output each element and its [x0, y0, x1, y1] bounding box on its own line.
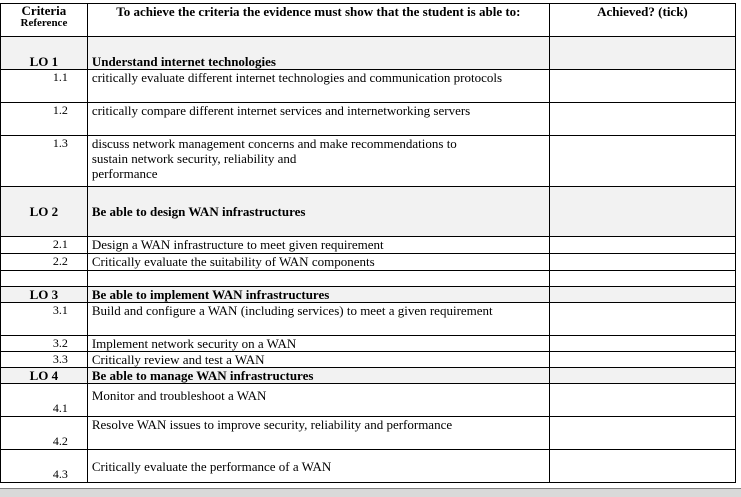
criteria-reference: 4.2	[1, 417, 88, 450]
criteria-text: Critically evaluate the suitability of WAN components	[87, 254, 549, 271]
criteria-row	[1, 417, 736, 450]
lo-title: Be able to implement WAN infrastructures	[87, 287, 549, 303]
criteria-text: Build and configure a WAN (including services) to meet a given requirement	[87, 303, 549, 336]
criteria-reference: 1.2	[1, 103, 88, 136]
lo-row	[1, 368, 736, 384]
achieved-cell[interactable]	[549, 254, 735, 271]
assessment-criteria-table	[0, 3, 736, 483]
lo-reference: LO 2	[1, 187, 88, 237]
achieved-cell[interactable]	[549, 336, 735, 352]
criteria-reference: 4.1	[1, 384, 88, 417]
achieved-cell[interactable]	[549, 70, 735, 103]
achieved-cell[interactable]	[549, 136, 735, 187]
achieved-cell[interactable]	[549, 103, 735, 136]
header-reference-label: Reference	[20, 17, 68, 29]
header-evidence: To achieve the criteria the evidence must show that the student is able to:	[87, 4, 549, 37]
criteria-text: Resolve WAN issues to improve security, reliability and performance	[87, 417, 549, 450]
header-criteria-label: Criteria	[21, 3, 67, 18]
criteria-text-line: performance	[91, 166, 158, 181]
criteria-row	[1, 450, 736, 483]
criteria-text: critically evaluate different internet technologies and communication protocols	[87, 70, 549, 103]
achieved-cell[interactable]	[549, 237, 735, 254]
achieved-cell[interactable]	[549, 187, 735, 237]
achieved-cell[interactable]	[549, 352, 735, 368]
criteria-reference: 1.1	[1, 70, 88, 103]
lo-row	[1, 187, 736, 237]
lo-title: Be able to design WAN infrastructures	[87, 187, 549, 237]
criteria-row	[1, 136, 736, 187]
criteria-text: Monitor and troubleshoot a WAN	[87, 384, 549, 417]
criteria-row	[1, 352, 736, 368]
spacer-cell	[549, 271, 735, 287]
criteria-row	[1, 70, 736, 103]
criteria-text-line: sustain network security, reliability and	[91, 151, 297, 166]
criteria-reference: 3.3	[1, 352, 88, 368]
achieved-cell[interactable]	[549, 287, 735, 303]
spacer-row	[1, 271, 736, 287]
criteria-reference: 3.2	[1, 336, 88, 352]
lo-title: Be able to manage WAN infrastructures	[87, 368, 549, 384]
achieved-cell[interactable]	[549, 417, 735, 450]
criteria-row	[1, 336, 736, 352]
criteria-row	[1, 303, 736, 336]
criteria-text: Implement network security on a WAN	[87, 336, 549, 352]
achieved-cell[interactable]	[549, 303, 735, 336]
criteria-reference: 2.1	[1, 237, 88, 254]
lo-reference: LO 1	[1, 37, 88, 70]
lo-title: Understand internet technologies	[87, 37, 549, 70]
achieved-cell[interactable]	[549, 450, 735, 483]
spacer-cell	[87, 271, 549, 287]
criteria-row	[1, 254, 736, 271]
criteria-reference: 1.3	[1, 136, 88, 187]
header-criteria-reference	[1, 4, 88, 37]
criteria-text: Design a WAN infrastructure to meet given requirement	[87, 237, 549, 254]
criteria-text: Critically evaluate the performance of a WAN	[87, 450, 549, 483]
achieved-cell[interactable]	[549, 37, 735, 70]
header-row	[1, 4, 736, 37]
criteria-text: Critically review and test a WAN	[87, 352, 549, 368]
criteria-reference: 2.2	[1, 254, 88, 271]
criteria-text: critically compare different internet services and internetworking servers	[87, 103, 549, 136]
criteria-text-line: discuss network management concerns and make recommendations to	[91, 136, 457, 151]
lo-row	[1, 37, 736, 70]
lo-reference: LO 4	[1, 368, 88, 384]
criteria-reference: 3.1	[1, 303, 88, 336]
lo-reference: LO 3	[1, 287, 88, 303]
criteria-reference: 4.3	[1, 450, 88, 483]
lo-row	[1, 287, 736, 303]
criteria-row	[1, 237, 736, 254]
achieved-cell[interactable]	[549, 384, 735, 417]
criteria-row	[1, 103, 736, 136]
achieved-cell[interactable]	[549, 368, 735, 384]
criteria-row	[1, 384, 736, 417]
spacer-cell	[1, 271, 88, 287]
header-achieved: Achieved? (tick)	[549, 4, 735, 37]
criteria-text	[87, 136, 549, 187]
